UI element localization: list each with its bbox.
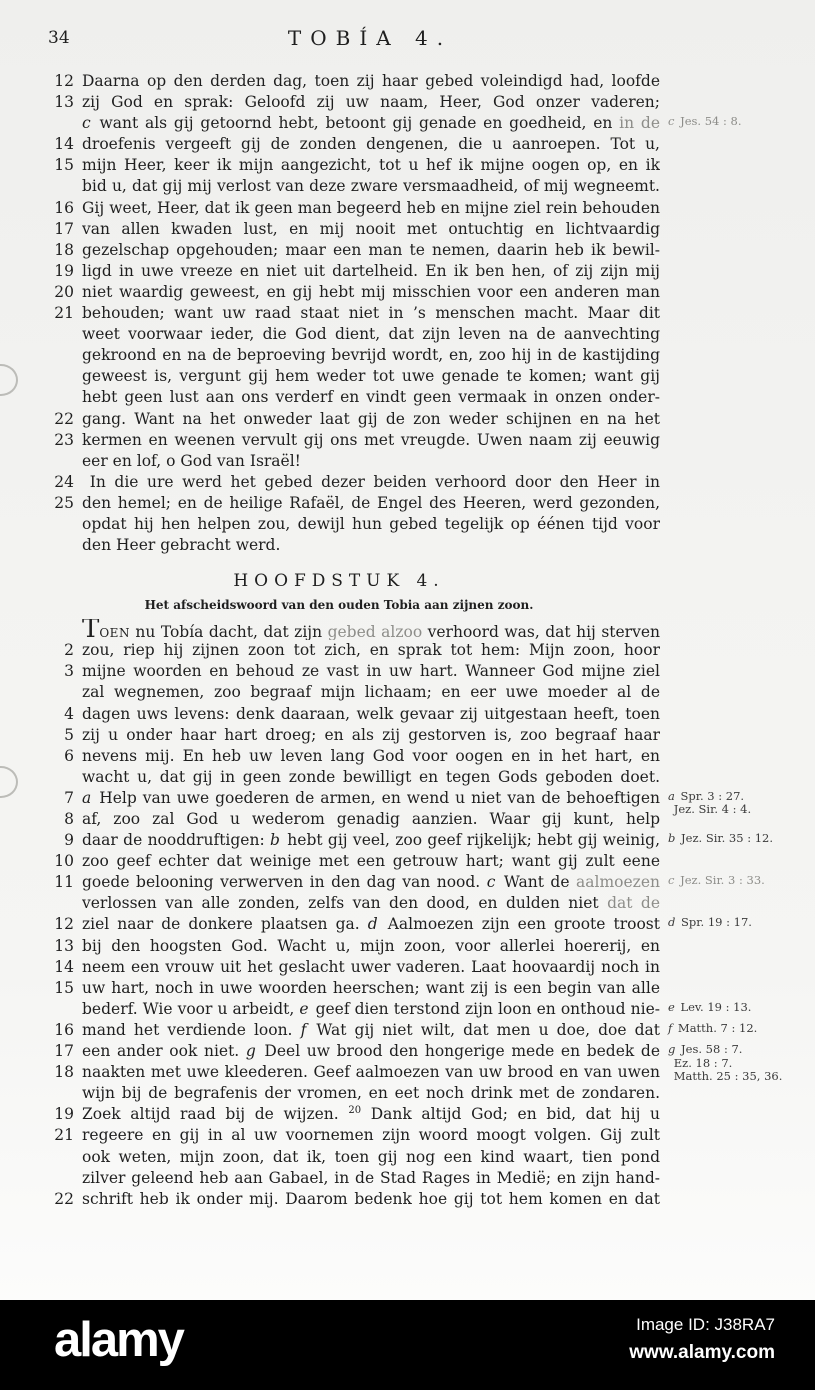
verse-line: [46, 1147, 660, 1168]
verse-text: goede belooning verwerven in den dag van nood. c Want de aalmoezen: [82, 873, 660, 892]
verse-number: [46, 514, 82, 535]
binding-mark: [0, 766, 18, 798]
verse-line: [46, 303, 660, 324]
verse-text: zij u onder haar hart droeg; en als zij gestorven is, zoo begraaf haar: [82, 725, 660, 744]
verse-line: [46, 514, 660, 535]
verse-text: zoo geef echter dat weinige met een getrouw hart; want gij zult eene: [82, 852, 660, 871]
verse-number: [46, 176, 82, 197]
verse-line: [46, 71, 660, 92]
verse-number: 5: [64, 725, 74, 744]
verse-text: een ander ook niet. g Deel uw brood den hongerige mede en bedek de: [82, 1042, 660, 1061]
verse-line: [46, 767, 660, 788]
verse-text: zilver geleend heb aan Gabael, in de Stad Rages in Medië; en zijn hand-: [82, 1168, 660, 1187]
verse-number: 14: [54, 135, 74, 154]
verse-number: 9: [64, 831, 74, 850]
verse-number: [46, 893, 82, 914]
verse-number: [46, 1168, 82, 1189]
verse-text: TOEN nu Tobía dacht, dat zijn gebed alzoo verhoord was, dat hij sterven: [82, 619, 660, 641]
verse-number: 24: [54, 472, 74, 491]
verse-line: [46, 198, 660, 219]
verse-text: wacht u, dat gij in geen zonde bewilligt en tegen Gods geboden doet.: [82, 767, 660, 786]
verse-number: 15: [54, 978, 74, 997]
verse-number: 12: [54, 72, 74, 90]
verse-line: [46, 957, 660, 978]
verse-number: [46, 345, 82, 366]
margin-note: c Jes. 54 : 8.: [668, 114, 742, 129]
verse-line: [46, 746, 660, 767]
verse-number: [46, 1147, 82, 1168]
verse-text: dagen uws levens: denk daaraan, welk gevaar zij uitgestaan heeft, toen: [82, 704, 660, 723]
verse-line: [46, 682, 660, 703]
verse-text: kermen en weenen vervult gij ons met vreugde. Uwen naam zij eeuwig: [82, 430, 660, 449]
verse-text: c want als gij getoornd hebt, betoont gij genade en goedheid, en in de: [82, 114, 660, 133]
verse-number: 23: [54, 430, 74, 449]
margin-note: c Jez. Sir. 3 : 33.: [668, 873, 765, 888]
verse-number: 2: [64, 641, 74, 660]
verse-line: [46, 661, 660, 682]
verse-text: Zoek altijd raad bij de wijzen. $^{20}$ Dank altijd God; en bid, dat hij u: [82, 1105, 660, 1124]
verse-line: [46, 999, 752, 1020]
verse-number: 17: [54, 219, 74, 238]
margin-note: d Spr. 19 : 17.: [668, 915, 752, 930]
verse-line: [46, 640, 660, 661]
verse-line: [46, 387, 660, 408]
verse-line: [46, 1125, 660, 1146]
verse-line: [46, 409, 660, 430]
verse-text: regeere en gij in al uw voornemen zijn woord moogt volgen. Gij zult: [82, 1126, 660, 1145]
verse-number: 4: [64, 704, 74, 723]
verse-number: [46, 324, 82, 345]
verse-text: gekroond en na de beproeving bevrijd wordt, en, zoo hij in de kastijding: [82, 346, 660, 365]
verse-line: [46, 978, 660, 999]
verse-line: [46, 619, 660, 640]
verse-line: [46, 1189, 660, 1210]
verse-text: a Help van uwe goederen de armen, en wend u niet van de behoeftigen: [82, 788, 660, 807]
verse-line: [46, 430, 660, 451]
verse-text: daar de nooddruftigen: b hebt gij veel, zoo geef rijkelijk; hebt gij weinig,: [82, 831, 660, 850]
verse-line: [46, 1062, 660, 1083]
verse-line: [46, 893, 660, 914]
chapter3-text-block: [46, 71, 742, 556]
verse-line: [46, 725, 660, 746]
verse-text: ook weten, mijn zoon, dat ik, toen gij nog een kind waart, tien pond: [82, 1147, 660, 1166]
verse-line: [46, 809, 660, 830]
verse-number: 6: [64, 746, 74, 765]
verse-number: 19: [54, 1105, 74, 1124]
verse-number: [46, 366, 82, 387]
verse-number: 16: [54, 1020, 74, 1039]
verse-text: naakten met uwe kleederen. Geef aalmoezen van uw brood en van uwen: [82, 1063, 660, 1082]
verse-line: [46, 872, 765, 893]
verse-number: 18: [54, 240, 74, 259]
verse-text: gezelschap opgehouden; maar een man te nemen, daarin heb ik bewil-: [82, 240, 660, 259]
verse-number: 22: [54, 409, 74, 428]
verse-line: [46, 1168, 660, 1189]
verse-number: 17: [54, 1042, 74, 1061]
verse-number: [46, 1083, 82, 1104]
verse-number: [46, 767, 82, 788]
verse-line: [46, 113, 742, 134]
verse-text: uw hart, noch in uwe woorden heerschen; want zij is een begin van alle: [82, 978, 660, 997]
verse-number: 11: [54, 873, 74, 892]
verse-line: [46, 1104, 660, 1125]
verse-line: [46, 830, 774, 851]
verse-line: [46, 366, 660, 387]
verse-number: [46, 387, 82, 408]
page-header: [0, 26, 815, 52]
verse-line: [46, 176, 660, 197]
verse-text: opdat hij hen helpen zou, dewijl hun gebed tegelijk op éénen tijd voor: [82, 514, 660, 533]
margin-note: a Spr. 3 : 27. Jez. Sir. 4 : 4.: [668, 788, 752, 817]
verse-text: schrift heb ik onder mij. Daarom bedenk hoe gij tot hem komen en dat: [82, 1189, 660, 1208]
verse-text: bederf. Wie voor u arbeidt, e geef dien terstond zijn loon en onthoud nie-: [82, 999, 660, 1018]
verse-line: [46, 472, 660, 493]
margin-note: e Lev. 19 : 13.: [668, 999, 752, 1014]
verse-number: 8: [64, 810, 74, 828]
verse-text: neem een vrouw uit het geslacht uwer vaderen. Laat hoovaardij noch in: [82, 957, 660, 976]
verse-text: In die ure werd het gebed dezer beiden verhoord door den Heer in: [82, 472, 660, 491]
verse-line: [46, 535, 660, 556]
image-id-label: Image ID: J38RA7: [636, 1315, 775, 1334]
verse-number: 22: [54, 1189, 74, 1208]
verse-number: 13: [54, 936, 74, 955]
verse-text: van allen kwaden lust, en mij nooit met ontuchtig en lichtvaardig: [82, 219, 660, 238]
verse-text: niet waardig geweest, en gij hebt mij misschien voor een anderen man: [82, 282, 660, 301]
verse-number: 21: [54, 1126, 74, 1145]
margin-note: f Matth. 7 : 12.: [668, 1020, 758, 1035]
verse-number: 13: [54, 93, 74, 112]
verse-number: [46, 451, 82, 472]
verse-line: [46, 936, 660, 957]
verse-text: zou, riep hij zijnen zoon tot zich, en sprak tot hem: Mijn zoon, hoor: [82, 641, 660, 660]
verse-number: 10: [54, 852, 74, 871]
verse-text: zij God en sprak: Geloofd zij uw naam, Heer, God onzer vaderen;: [82, 93, 660, 112]
verse-text: verlossen van alle zonden, zelfs van den dood, en dulden niet dat de: [82, 894, 660, 913]
verse-number: 14: [54, 957, 74, 976]
verse-text: mand het verdiende loon. f Wat gij niet wilt, dat men u doe, doe dat: [82, 1020, 660, 1039]
verse-number: 25: [54, 493, 74, 512]
verse-text: Daarna op den derden dag, toen zij haar gebed voleindigd had, loofde: [82, 72, 660, 90]
margin-note: g Jes. 58 : 7. Ez. 18 : 7. Matth. 25 : 35, 36.: [668, 1042, 783, 1084]
verse-line: [46, 134, 660, 155]
verse-text: af, zoo zal God u wederom genadig aanzien. Waar gij kunt, help: [82, 810, 660, 828]
verse-number: 15: [54, 156, 74, 175]
page-title: TOBÍA 4.: [287, 26, 453, 50]
verse-number: [46, 619, 82, 640]
watermark-footer: [0, 1300, 815, 1390]
verse-text: eer en lof, o God van Israël!: [82, 451, 301, 470]
verse-number: 12: [54, 915, 74, 934]
chapter-heading: HOOFDSTUK 4.: [233, 571, 445, 592]
verse-text: ziel naar de donkere plaatsen ga. d Aalmoezen zijn een groote troost: [82, 915, 660, 934]
verse-line: [46, 1083, 660, 1104]
verse-text: bid u, dat gij mij verlost van deze zware versmaadheid, of mij wegneemt.: [82, 177, 660, 196]
verse-text: den hemel; en de heilige Rafaël, de Engel des Heeren, werd gezonden,: [82, 493, 660, 512]
verse-text: hebt geen lust aan ons verderf en vindt geen vermaak in onzen onder-: [82, 388, 660, 407]
verse-line: [46, 261, 660, 282]
verse-number: [46, 535, 82, 556]
verse-text: gang. Want na het onweder laat gij de zon weder schijnen en na het: [82, 409, 660, 428]
verse-line: [46, 493, 660, 514]
verse-line: [46, 1020, 758, 1041]
verse-line: [46, 324, 660, 345]
verse-line: [46, 240, 660, 261]
verse-text: behouden; want uw raad staat niet in ’s menschen macht. Maar dit: [82, 304, 660, 323]
verse-line: [46, 851, 660, 872]
alamy-logo: alamy: [54, 1313, 183, 1367]
margin-note: b Jez. Sir. 35 : 12.: [668, 831, 774, 846]
verse-number: 19: [54, 261, 74, 280]
verse-text: wijn bij de begrafenis der vromen, en eet noch drink met de zondaren.: [82, 1084, 660, 1103]
verse-text: Gij weet, Heer, dat ik geen man begeerd heb en mijne ziel rein behouden: [82, 198, 660, 217]
verse-text: den Heer gebracht werd.: [82, 536, 281, 555]
verse-number: [46, 682, 82, 703]
verse-number: [46, 113, 82, 134]
footer-info: [629, 1315, 775, 1364]
verse-line: [46, 345, 660, 366]
verse-text: zal wegnemen, zoo begraaf mijn lichaam; en eer uwe moeder al de: [82, 683, 660, 702]
verse-line: [46, 155, 660, 176]
binding-mark: [0, 364, 18, 396]
verse-number: 20: [54, 282, 74, 301]
verse-number: 16: [54, 198, 74, 217]
verse-line: [46, 92, 660, 113]
verse-line: [46, 788, 752, 817]
verse-text: ligd in uwe vreeze en niet uit dartelheid. En ik ben hen, of zij zijn mij: [82, 261, 660, 280]
verse-text: bij den hoogsten God. Wacht u, mijn zoon, voor allerlei hoererij, en: [82, 936, 660, 955]
page-content: [46, 71, 783, 1210]
verse-line: [46, 219, 660, 240]
verse-line: [46, 914, 752, 935]
verse-text: droefenis vergeeft gij de zonden dengenen, die u aanroepen. Tot u,: [82, 135, 660, 154]
verse-number: 18: [54, 1063, 74, 1082]
page-number: 34: [48, 28, 70, 48]
verse-text: mijn Heer, keer ik mijn aangezicht, tot u hef ik mijne oogen op, en ik: [82, 156, 660, 175]
verse-number: 3: [64, 662, 74, 681]
alamy-url: www.alamy.com: [629, 1342, 775, 1363]
verse-number: [46, 999, 82, 1020]
verse-number: 21: [54, 304, 74, 323]
verse-line: [46, 282, 660, 303]
verse-line: [46, 451, 660, 472]
verse-line: [46, 704, 660, 725]
chapter4-text-block: [46, 619, 783, 1210]
chapter-subtitle: Het afscheidswoord van den ouden Tobia aan zijnen zoon.: [144, 598, 534, 613]
verse-text: weet voorwaar ieder, die God dient, dat zijn leven na de aanvechting: [82, 325, 660, 344]
verse-number: 7: [64, 788, 74, 807]
verse-text: mijne woorden en behoud ze vast in uw hart. Wanneer God mijne ziel: [82, 662, 660, 681]
verse-text: nevens mij. En heb uw leven lang God voor oogen en in het hart, en: [82, 746, 660, 765]
verse-text: geweest is, vergunt gij hem weder tot uwe genade te komen; want gij: [82, 367, 660, 386]
